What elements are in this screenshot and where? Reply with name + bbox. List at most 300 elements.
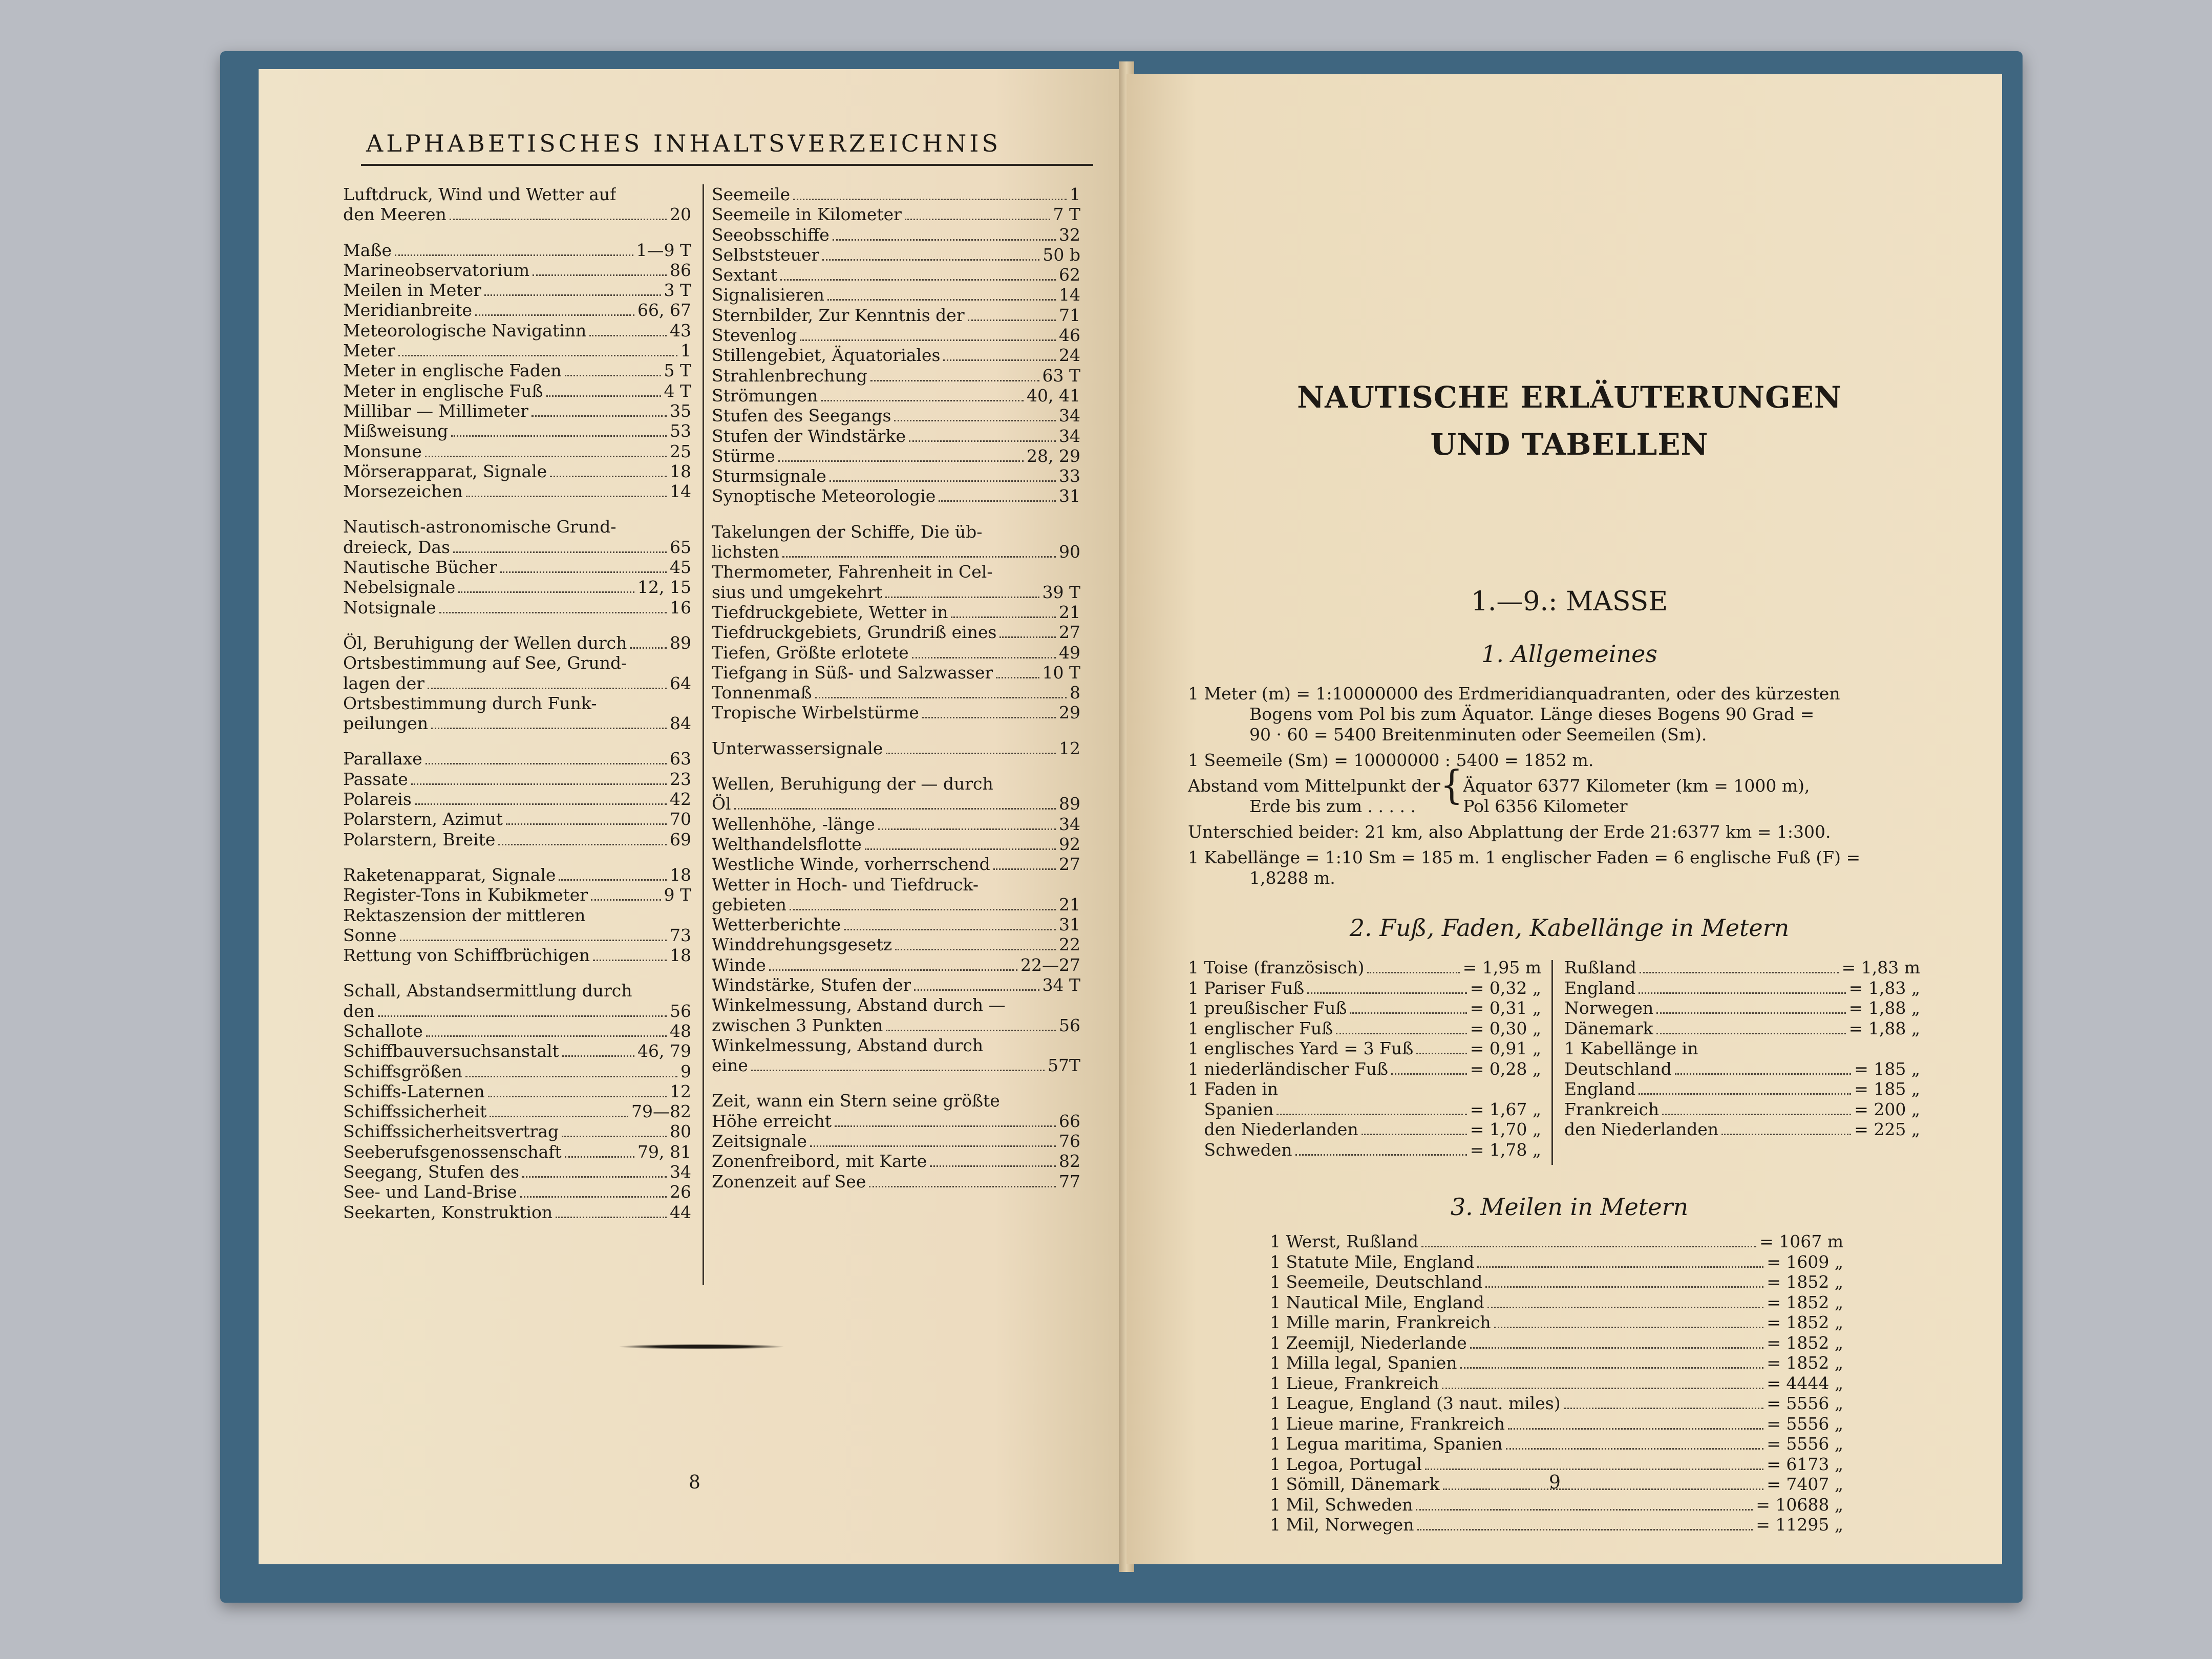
para-unterschied: Unterschied beider: 21 km, also Abplattung der Erde 21:6377 km = 1:300. xyxy=(1188,822,1831,842)
index-entry-title: dreieck, Das xyxy=(343,537,451,557)
index-entry-page: 76 xyxy=(1059,1131,1080,1152)
index-entry-page: 20 xyxy=(670,204,691,225)
para-line: 1 Meter (m) = 1:10000000 des Erdmeridianquadranten, oder des kürzesten xyxy=(1188,684,1840,704)
leader-dots xyxy=(922,717,1056,718)
abstand-pol: Pol 6356 Kilometer xyxy=(1463,796,1628,816)
index-entry-page: 22—27 xyxy=(1020,954,1080,975)
leader-dots xyxy=(895,949,1056,950)
index-entry-page: 14 xyxy=(1059,285,1080,305)
index-entry xyxy=(343,341,691,360)
index-gap xyxy=(343,733,691,749)
leader-dots xyxy=(488,1096,667,1097)
index-entry-title: Polarstern, Breite xyxy=(343,829,496,849)
index-entry-title: Öl xyxy=(712,794,731,814)
index-entry-title: Welthandelsflotte xyxy=(712,834,862,854)
leader-dots xyxy=(520,1196,667,1198)
index-gap xyxy=(343,501,691,517)
table-row-value: = 200 „ xyxy=(1854,1099,1920,1119)
leader-dots xyxy=(415,803,667,805)
index-entry-page: 66 xyxy=(1059,1111,1080,1131)
index-entry xyxy=(712,622,1080,642)
index-entry-page: 16 xyxy=(670,597,691,618)
index-entry-title: Morsezeichen xyxy=(343,481,463,502)
table-row xyxy=(1270,1414,1843,1434)
index-entry-page: 45 xyxy=(670,557,691,578)
index-entry-title: gebieten xyxy=(712,894,786,914)
table-row-label: 1 Sömill, Dänemark xyxy=(1270,1474,1440,1494)
leader-dots xyxy=(830,480,1056,482)
index-entry xyxy=(343,673,691,693)
table-row-value: = 1,70 „ xyxy=(1470,1119,1541,1139)
leader-dots xyxy=(562,1136,667,1137)
table-row xyxy=(1564,1018,1920,1039)
index-entry-page: 34 xyxy=(1059,406,1080,426)
table-row-value: = 1,78 „ xyxy=(1470,1139,1541,1160)
index-entry-title: Rettung von Schiffbrüchigen xyxy=(343,945,590,966)
index-entry-page: 79—82 xyxy=(631,1101,691,1122)
table-row-label: Spanien xyxy=(1188,1099,1274,1119)
leader-dots xyxy=(939,500,1056,502)
table-row-label: 1 Lieue marine, Frankreich xyxy=(1270,1413,1505,1434)
index-entry-page: 12 xyxy=(670,1081,691,1101)
index-entry-title: Stufen des Seegangs xyxy=(712,406,891,426)
index-entry xyxy=(712,1151,1080,1171)
index-entry xyxy=(343,184,691,204)
header-rule xyxy=(361,164,1093,166)
index-entry xyxy=(712,582,1080,602)
table-row-value: = 1,95 m xyxy=(1462,958,1541,977)
table-row-label: Dänemark xyxy=(1564,1018,1653,1038)
leader-dots xyxy=(1470,1347,1764,1349)
leader-dots xyxy=(426,1035,667,1037)
index-entry-title: lichsten xyxy=(712,542,779,562)
table-row-value: = 7407 „ xyxy=(1767,1474,1843,1494)
index-entry xyxy=(343,830,691,849)
leader-dots xyxy=(822,259,1039,261)
index-entry-title: Wetter in Hoch- und Tiefdruck- xyxy=(712,874,979,895)
table-row-value: = 5556 „ xyxy=(1767,1413,1843,1434)
index-entry xyxy=(712,345,1080,365)
leader-dots xyxy=(559,879,667,881)
leader-dots xyxy=(844,929,1056,930)
index-entry xyxy=(712,738,1080,758)
index-entry-page: 18 xyxy=(670,945,691,966)
index-entry-title: Wellen, Beruhigung der — durch xyxy=(712,774,993,794)
index-entry xyxy=(343,749,691,769)
index-entry xyxy=(712,602,1080,622)
table-row-value: = 0,31 „ xyxy=(1470,998,1541,1018)
table-row-value: = 5556 „ xyxy=(1767,1393,1843,1413)
leader-dots xyxy=(1442,1388,1763,1389)
index-entry-title: Ortsbestimmung durch Funk- xyxy=(343,693,597,713)
index-entry-title: Millibar — Millimeter xyxy=(343,400,528,421)
table-row-value: = 10688 „ xyxy=(1756,1494,1843,1515)
index-entry-title: Maße xyxy=(343,240,392,260)
table-row xyxy=(1564,1038,1920,1059)
index-entry xyxy=(343,360,691,380)
table-row-label: England xyxy=(1564,1079,1636,1099)
leader-dots xyxy=(1277,1114,1466,1115)
index-entry xyxy=(712,1111,1080,1131)
table-row-value: = 1609 „ xyxy=(1767,1251,1843,1272)
index-entry-title: Passate xyxy=(343,769,408,789)
index-entry-page: 31 xyxy=(1059,486,1080,506)
index-entry-title: Stufen der Windstärke xyxy=(712,426,906,446)
index-entry xyxy=(712,794,1080,814)
table-row xyxy=(1270,1312,1843,1333)
index-entry-page: 34 xyxy=(1059,814,1080,834)
section-heading: 1.—9.: MASSE xyxy=(1471,586,1668,617)
index-entry-page: 79, 81 xyxy=(637,1141,691,1162)
index-entry xyxy=(343,300,691,320)
index-gap xyxy=(712,723,1080,738)
table-row-label: 1 englisches Yard = 3 Fuß xyxy=(1188,1038,1414,1058)
index-entry xyxy=(343,1041,691,1061)
table-row-label: Rußland xyxy=(1564,958,1636,977)
index-entry xyxy=(343,1121,691,1141)
index-entry-page: 92 xyxy=(1059,834,1080,854)
leader-dots xyxy=(790,909,1056,910)
index-entry xyxy=(343,693,691,713)
table-row xyxy=(1188,1099,1541,1120)
index-entry-title: Schiffs-Laternen xyxy=(343,1081,485,1101)
leader-dots xyxy=(1494,1327,1764,1328)
table-row xyxy=(1564,1079,1920,1099)
index-entry xyxy=(712,1055,1080,1075)
table-row xyxy=(1564,978,1920,998)
page-number-right: 9 xyxy=(1549,1472,1561,1493)
leader-dots xyxy=(1391,1073,1467,1075)
leader-dots xyxy=(439,612,667,613)
leader-dots xyxy=(821,400,1024,401)
index-entry-page: 64 xyxy=(670,673,691,693)
index-entry-page: 56 xyxy=(1059,1015,1080,1035)
index-column-1 xyxy=(343,184,691,1222)
index-entry-title: Tonnenmaß xyxy=(712,683,812,703)
para-seemeile: 1 Seemeile (Sm) = 10000000 : 5400 = 1852 m. xyxy=(1188,750,1594,770)
para-abstand xyxy=(1188,761,1915,817)
index-entry xyxy=(712,204,1080,224)
index-entry-page: 82 xyxy=(1059,1151,1080,1172)
index-entry-title: Zeitsignale xyxy=(712,1131,807,1152)
index-entry-title: Tiefdruckgebiets, Grundriß eines xyxy=(712,622,997,643)
table-row-label: 1 Lieue, Frankreich xyxy=(1270,1373,1439,1393)
index-entry xyxy=(712,643,1080,663)
index-entry xyxy=(343,633,691,653)
index-entry-page: 42 xyxy=(670,789,691,810)
paragraph-meter xyxy=(1188,684,1915,888)
leader-dots xyxy=(751,1070,1045,1071)
index-entry-title: Wetterberichte xyxy=(712,914,841,935)
index-entry-title: Tropische Wirbelstürme xyxy=(712,703,919,723)
leader-dots xyxy=(1307,992,1467,994)
table-row-label: 1 Nautical Mile, England xyxy=(1270,1292,1484,1312)
index-entry xyxy=(712,486,1080,506)
index-entry xyxy=(712,814,1080,834)
index-entry-title: Seemeile xyxy=(712,184,791,204)
leader-dots xyxy=(885,597,1039,598)
table-row-label: 1 Werst, Rußland xyxy=(1270,1231,1418,1251)
leader-dots xyxy=(870,380,1039,381)
index-entry xyxy=(712,386,1080,406)
title-line-2: UND TABELLEN xyxy=(1430,427,1709,462)
index-entry xyxy=(712,542,1080,562)
index-entry xyxy=(712,245,1080,265)
index-entry-page: 34 xyxy=(1059,426,1080,446)
index-entry xyxy=(712,325,1080,345)
table-row xyxy=(1564,958,1920,978)
index-entry-page: 63 xyxy=(670,749,691,769)
index-entry-title: Marineobservatorium xyxy=(343,260,530,280)
table-row-value: = 1852 „ xyxy=(1767,1353,1843,1373)
index-entry-title: Schallote xyxy=(343,1020,423,1041)
index-entry-title: Thermometer, Fahrenheit in Cel- xyxy=(712,562,993,582)
index-entry-page: 63 T xyxy=(1042,365,1080,386)
index-entry-page: 9 xyxy=(680,1061,691,1081)
table-divider xyxy=(1551,960,1553,1165)
index-entry-title: Polarstern, Azimut xyxy=(343,809,503,830)
index-entry-title: Monsune xyxy=(343,441,422,461)
index-entry xyxy=(712,522,1080,542)
index-entry-title: Öl, Beruhigung der Wellen durch xyxy=(343,632,627,653)
leader-dots xyxy=(865,848,1056,850)
table-row-value: = 1852 „ xyxy=(1767,1312,1843,1332)
leader-dots xyxy=(1425,1469,1763,1470)
index-entry-page: 90 xyxy=(1059,542,1080,562)
index-entry-page: 71 xyxy=(1059,305,1080,325)
index-entry-title: Seegang, Stufen des xyxy=(343,1162,520,1182)
index-entry xyxy=(712,955,1080,975)
leader-dots xyxy=(999,636,1056,638)
index-entry-page: 1—9 T xyxy=(636,240,691,260)
index-entry-page: 1 xyxy=(1070,184,1080,204)
leader-dots xyxy=(1639,992,1846,994)
index-entry xyxy=(343,481,691,501)
table-row-label: 1 Zeemijl, Niederlande xyxy=(1270,1332,1467,1353)
index-entry-page: 89 xyxy=(670,632,691,653)
index-entry-page: 34 T xyxy=(1042,974,1080,995)
index-entry xyxy=(343,441,691,461)
index-entry xyxy=(343,1101,691,1121)
leader-dots xyxy=(878,828,1056,830)
table-row xyxy=(1188,1059,1541,1079)
index-gap xyxy=(712,758,1080,774)
para-kabellaenge-2: 1,8288 m. xyxy=(1249,868,1335,888)
index-entry-page: 35 xyxy=(670,400,691,421)
abstand-aequator: Äquator 6377 Kilometer (km = 1000 m), xyxy=(1463,776,1810,796)
abstand-label-2: Erde bis zum . . . . . xyxy=(1249,796,1416,816)
index-entry-page: 8 xyxy=(1070,683,1080,703)
table-row-label: 1 preußischer Fuß xyxy=(1188,998,1347,1018)
index-entry xyxy=(712,1035,1080,1055)
index-entry-title: Register-Tons in Kubikmeter xyxy=(343,885,588,905)
index-entry xyxy=(343,577,691,597)
leader-dots xyxy=(589,335,667,336)
index-entry-page: 5 T xyxy=(664,360,691,381)
ornament-rule xyxy=(620,1344,783,1349)
index-entry xyxy=(343,381,691,401)
index-entry-title: Tiefen, Größte erlotete xyxy=(712,642,909,663)
index-entry-title: Nebelsignale xyxy=(343,577,456,598)
index-entry-title: Meter in englische Faden xyxy=(343,360,562,381)
index-entry-page: 29 xyxy=(1059,703,1080,723)
table-row xyxy=(1270,1333,1843,1353)
leader-dots xyxy=(833,239,1056,241)
index-entry-page: 46 xyxy=(1059,325,1080,346)
index-entry-page: 56 xyxy=(670,1001,691,1021)
index-entry xyxy=(343,653,691,673)
index-entry-page: 80 xyxy=(670,1121,691,1142)
leader-dots xyxy=(522,1176,667,1178)
index-entry-page: 53 xyxy=(670,421,691,441)
leader-dots xyxy=(630,647,667,649)
index-entry-page: 46, 79 xyxy=(637,1041,691,1061)
leader-dots xyxy=(951,616,1056,618)
index-entry xyxy=(712,466,1080,486)
table-row-value: = 0,28 „ xyxy=(1470,1058,1541,1079)
index-entry xyxy=(712,305,1080,325)
index-entry-title: den xyxy=(343,1001,375,1021)
index-entry-title: Winddrehungsgesetz xyxy=(712,934,892,955)
table-row-value: = 6173 „ xyxy=(1767,1454,1843,1474)
index-entry xyxy=(712,446,1080,466)
leader-dots xyxy=(1721,1134,1851,1135)
index-entry-title: Parallaxe xyxy=(343,749,422,769)
table-row xyxy=(1188,998,1541,1018)
title-line-1: NAUTISCHE ERLÄUTERUNGEN xyxy=(1297,380,1842,415)
index-entry-title: Takelungen der Schiffe, Die üb- xyxy=(712,521,983,542)
index-entry-title: Strahlenbrechung xyxy=(712,365,867,386)
subheading-fuss-faden: 2. Fuß, Faden, Kabellänge in Metern xyxy=(1349,914,1790,942)
leader-dots xyxy=(1477,1266,1763,1268)
right-page xyxy=(1126,74,2002,1564)
index-entry-page: 43 xyxy=(670,320,691,341)
index-entry-page: 26 xyxy=(670,1182,691,1202)
index-entry-title: Polareis xyxy=(343,789,412,810)
table-row-label: 1 englischer Fuß xyxy=(1188,1018,1333,1038)
index-entry xyxy=(343,905,691,925)
index-entry-title: Zonenzeit auf See xyxy=(712,1171,866,1192)
leader-dots xyxy=(1362,1134,1467,1135)
index-entry-title: Windstärke, Stufen der xyxy=(712,974,911,995)
index-entry-title: Winkelmessung, Abstand durch — xyxy=(712,995,1006,1015)
index-gap xyxy=(343,965,691,981)
table-row-value: = 1,88 „ xyxy=(1848,1018,1920,1038)
leader-dots xyxy=(431,728,667,729)
leader-dots xyxy=(453,551,667,553)
index-entry xyxy=(343,537,691,557)
index-entry xyxy=(343,981,691,1001)
leader-dots xyxy=(1336,1033,1467,1034)
leader-dots xyxy=(450,219,667,220)
table-row xyxy=(1270,1252,1843,1272)
index-entry xyxy=(343,517,691,537)
table-row xyxy=(1564,998,1920,1018)
table-row-label: Norwegen xyxy=(1564,998,1654,1018)
table-row xyxy=(1270,1353,1843,1373)
index-entry-title: Luftdruck, Wind und Wetter auf xyxy=(343,184,616,204)
index-entry-title: Westliche Winde, vorherrschend xyxy=(712,854,990,875)
index-entry-title: See- und Land-Brise xyxy=(343,1182,517,1202)
para-line: 90 · 60 = 5400 Breitenminuten oder Seemeilen (Sm). xyxy=(1249,725,1707,745)
index-entry-page: 31 xyxy=(1059,914,1080,935)
leader-dots xyxy=(930,1165,1056,1167)
index-entry-title: Nautisch-astronomische Grund- xyxy=(343,517,616,537)
leader-dots xyxy=(411,783,667,785)
table-row xyxy=(1188,1119,1541,1140)
leader-dots xyxy=(428,688,667,689)
index-entry xyxy=(712,663,1080,683)
index-gap xyxy=(343,618,691,633)
index-entry-title: Schiffbauversuchsanstalt xyxy=(343,1041,559,1061)
index-entry xyxy=(712,975,1080,995)
index-entry-page: 33 xyxy=(1059,466,1080,486)
leader-dots xyxy=(968,320,1056,321)
index-entry-title: Meter xyxy=(343,341,395,361)
leader-dots xyxy=(1417,1529,1753,1530)
page-number-left: 8 xyxy=(689,1472,700,1493)
index-entry xyxy=(343,809,691,829)
leader-dots xyxy=(1506,1448,1764,1450)
table-row-label: 1 Pariser Fuß xyxy=(1188,977,1305,998)
leader-dots xyxy=(591,899,661,901)
index-entry-title: Meteorologische Navigatinn xyxy=(343,320,587,341)
table-row-value: = 1852 „ xyxy=(1767,1272,1843,1292)
index-entry-page: 69 xyxy=(670,829,691,849)
index-entry xyxy=(712,184,1080,204)
index-entry xyxy=(712,854,1080,874)
table-row-label: 1 Seemeile, Deutschland xyxy=(1270,1272,1483,1292)
index-entry-page: 28, 29 xyxy=(1027,445,1080,466)
leader-dots xyxy=(769,969,1017,971)
index-entry-title: Tiefgang in Süß- und Salzwasser xyxy=(712,662,993,683)
leader-dots xyxy=(1656,1033,1846,1034)
index-entry xyxy=(343,421,691,441)
index-entry xyxy=(343,1081,691,1101)
leader-dots xyxy=(1350,1012,1466,1014)
table-row-value: = 185 „ xyxy=(1854,1079,1920,1099)
table-row-value: = 1852 „ xyxy=(1767,1292,1843,1312)
page-title xyxy=(1208,374,1930,468)
table-fuss-left xyxy=(1188,958,1541,1160)
index-entry-title: Sonne xyxy=(343,925,397,945)
leader-dots xyxy=(458,591,634,593)
table-row-label: 1 niederländischer Fuß xyxy=(1188,1058,1389,1079)
table-row xyxy=(1564,1099,1920,1120)
index-entry-page: 50 b xyxy=(1043,244,1080,265)
index-entry xyxy=(712,834,1080,854)
table-row-value: = 0,32 „ xyxy=(1470,977,1541,998)
leader-dots xyxy=(400,940,667,941)
index-entry-title: Stevenlog xyxy=(712,325,797,346)
index-entry-title: Sturmsignale xyxy=(712,466,826,486)
index-entry-page: 4 T xyxy=(664,380,691,401)
index-entry-title: Mörserapparat, Signale xyxy=(343,461,547,481)
table-row-label: 1 League, England (3 naut. miles) xyxy=(1270,1393,1561,1413)
index-entry-page: 70 xyxy=(670,809,691,830)
index-gap xyxy=(343,849,691,865)
index-entry-title: Seemeile in Kilometer xyxy=(712,204,902,225)
table-row-value: = 185 „ xyxy=(1854,1058,1920,1079)
index-entry-page: 32 xyxy=(1059,224,1080,245)
leader-dots xyxy=(996,677,1039,678)
table-row-label: 1 Mille marin, Frankreich xyxy=(1270,1312,1491,1332)
leader-dots xyxy=(1675,1073,1852,1075)
index-entry xyxy=(343,1021,691,1041)
index-entry-title: Zonenfreibord, mit Karte xyxy=(712,1151,927,1172)
index-entry-title: Rektaszension der mittleren xyxy=(343,905,586,925)
leader-dots xyxy=(1508,1428,1763,1430)
